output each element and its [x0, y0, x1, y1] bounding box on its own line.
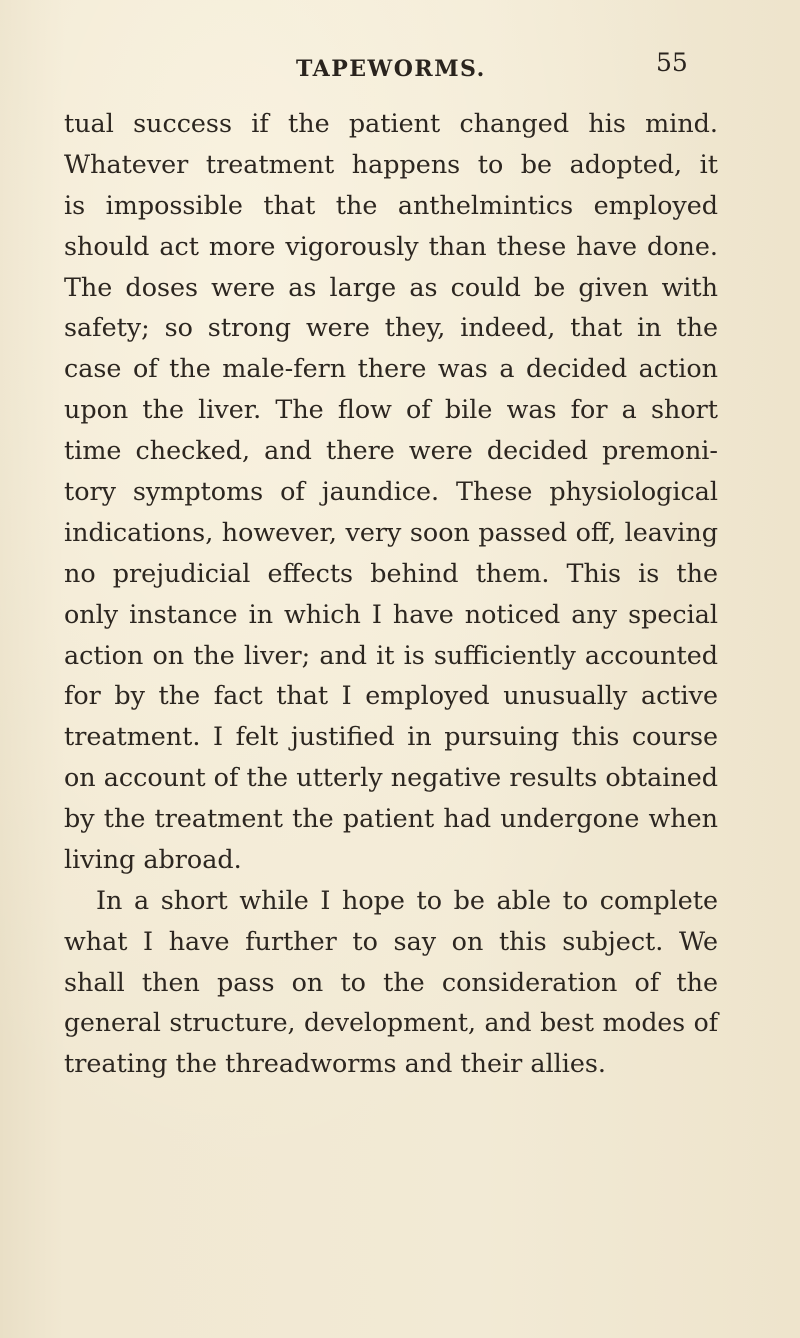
body-text [64, 103, 718, 1084]
text-line: The doses were as large as could be given with [64, 271, 718, 302]
text-line: treatment. I felt justified in pursuing this course [64, 721, 718, 752]
text-line: only instance in which I have noticed any special [64, 598, 718, 629]
text-line: indications, however, very soon passed off, leaving [64, 516, 718, 547]
text-line: shall then pass on to the consideration of the [64, 966, 718, 997]
paragraph-2 [64, 880, 718, 1084]
text-line: should act more vigorously than these have done. [64, 230, 718, 261]
text-line: for by the fact that I employed unusually active [64, 680, 718, 711]
text-line: tory symptoms of jaundice. These physiological [64, 476, 718, 507]
text-line: on account of the utterly negative results obtained [64, 762, 718, 793]
text-line: no prejudicial effects behind them. This is the [64, 557, 718, 588]
text-line: action on the liver; and it is sufficiently accounted [64, 639, 718, 670]
running-title: TAPEWORMS. [296, 56, 486, 82]
text-line: living abroad. [64, 844, 242, 875]
text-line: case of the male-fern there was a decided action [64, 353, 718, 384]
text-line: In a short while I hope to be able to complete [96, 884, 718, 915]
text-line: Whatever treatment happens to be adopted, it [64, 148, 718, 179]
text-line: time checked, and there were decided premoni- [64, 435, 718, 466]
text-line: general structure, development, and best modes of [64, 1007, 718, 1037]
text-line: upon the liver. The flow of bile was for a short [64, 394, 718, 425]
page-number: 55 [656, 48, 688, 77]
running-head [0, 48, 800, 88]
text-line: is impossible that the anthelmintics employed [64, 189, 718, 220]
text-line: treating the threadworms and their allies. [64, 1048, 606, 1079]
text-line: what I have further to say on this subject. We [64, 925, 718, 956]
paragraph-1 [64, 103, 718, 880]
text-line: tual success if the patient changed his mind. [64, 108, 718, 138]
text-line: by the treatment the patient had undergone when [64, 803, 718, 834]
text-line: safety; so strong were they, indeed, that in the [64, 312, 718, 343]
